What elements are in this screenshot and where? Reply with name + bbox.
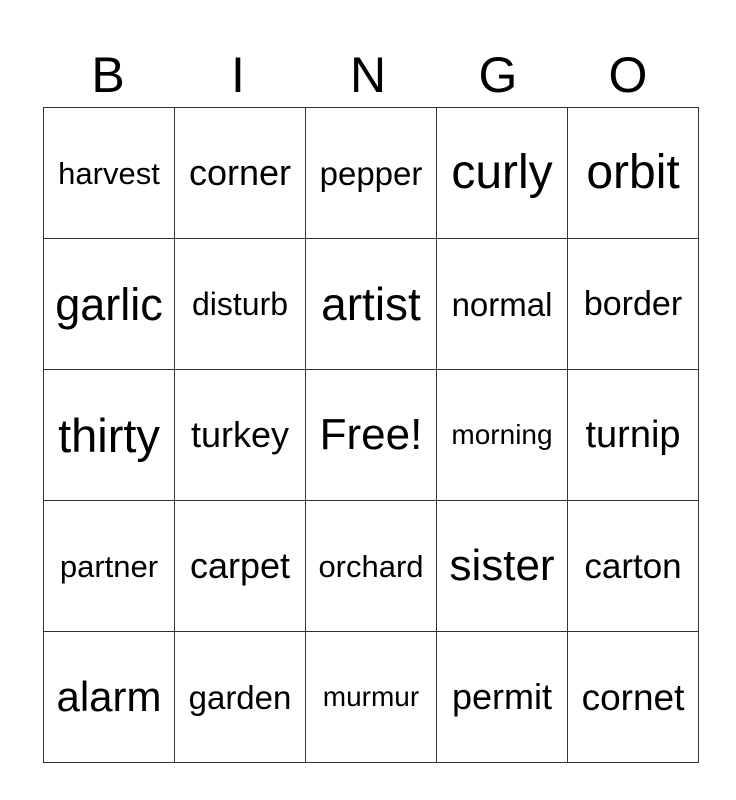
bingo-cell[interactable]: corner xyxy=(175,108,306,239)
bingo-cell[interactable]: cornet xyxy=(568,632,699,763)
bingo-cell[interactable]: pepper xyxy=(306,108,437,239)
bingo-row xyxy=(44,632,699,763)
bingo-cell[interactable]: carton xyxy=(568,501,699,632)
bingo-cell[interactable]: turkey xyxy=(175,370,306,501)
header-letter-n: N xyxy=(349,47,387,103)
header-letter-g: G xyxy=(478,47,518,103)
bingo-cell[interactable]: garlic xyxy=(44,239,175,370)
bingo-cell[interactable]: thirty xyxy=(44,370,175,501)
bingo-header xyxy=(43,42,694,108)
bingo-cell[interactable]: border xyxy=(568,239,699,370)
bingo-cell[interactable]: curly xyxy=(437,108,568,239)
bingo-card xyxy=(43,107,699,763)
header-letter-i: I xyxy=(231,47,245,103)
bingo-cell[interactable]: turnip xyxy=(568,370,699,501)
bingo-cell[interactable]: murmur xyxy=(306,632,437,763)
bingo-cell[interactable]: sister xyxy=(437,501,568,632)
bingo-row xyxy=(44,501,699,632)
bingo-cell[interactable]: carpet xyxy=(175,501,306,632)
bingo-cell[interactable]: partner xyxy=(44,501,175,632)
bingo-row xyxy=(44,108,699,239)
bingo-cell[interactable]: garden xyxy=(175,632,306,763)
bingo-cell[interactable]: normal xyxy=(437,239,568,370)
bingo-row xyxy=(44,370,699,501)
bingo-cell[interactable]: disturb xyxy=(175,239,306,370)
bingo-cell[interactable]: artist xyxy=(306,239,437,370)
free-space[interactable]: Free! xyxy=(306,370,437,501)
bingo-cell[interactable]: permit xyxy=(437,632,568,763)
bingo-cell[interactable]: morning xyxy=(437,370,568,501)
bingo-cell[interactable]: harvest xyxy=(44,108,175,239)
header-letter-o: O xyxy=(608,47,648,103)
bingo-cell[interactable]: orbit xyxy=(568,108,699,239)
bingo-card-body xyxy=(44,108,699,763)
bingo-cell[interactable]: alarm xyxy=(44,632,175,763)
header-letter-b: B xyxy=(91,47,125,103)
bingo-row xyxy=(44,239,699,370)
bingo-cell[interactable]: orchard xyxy=(306,501,437,632)
